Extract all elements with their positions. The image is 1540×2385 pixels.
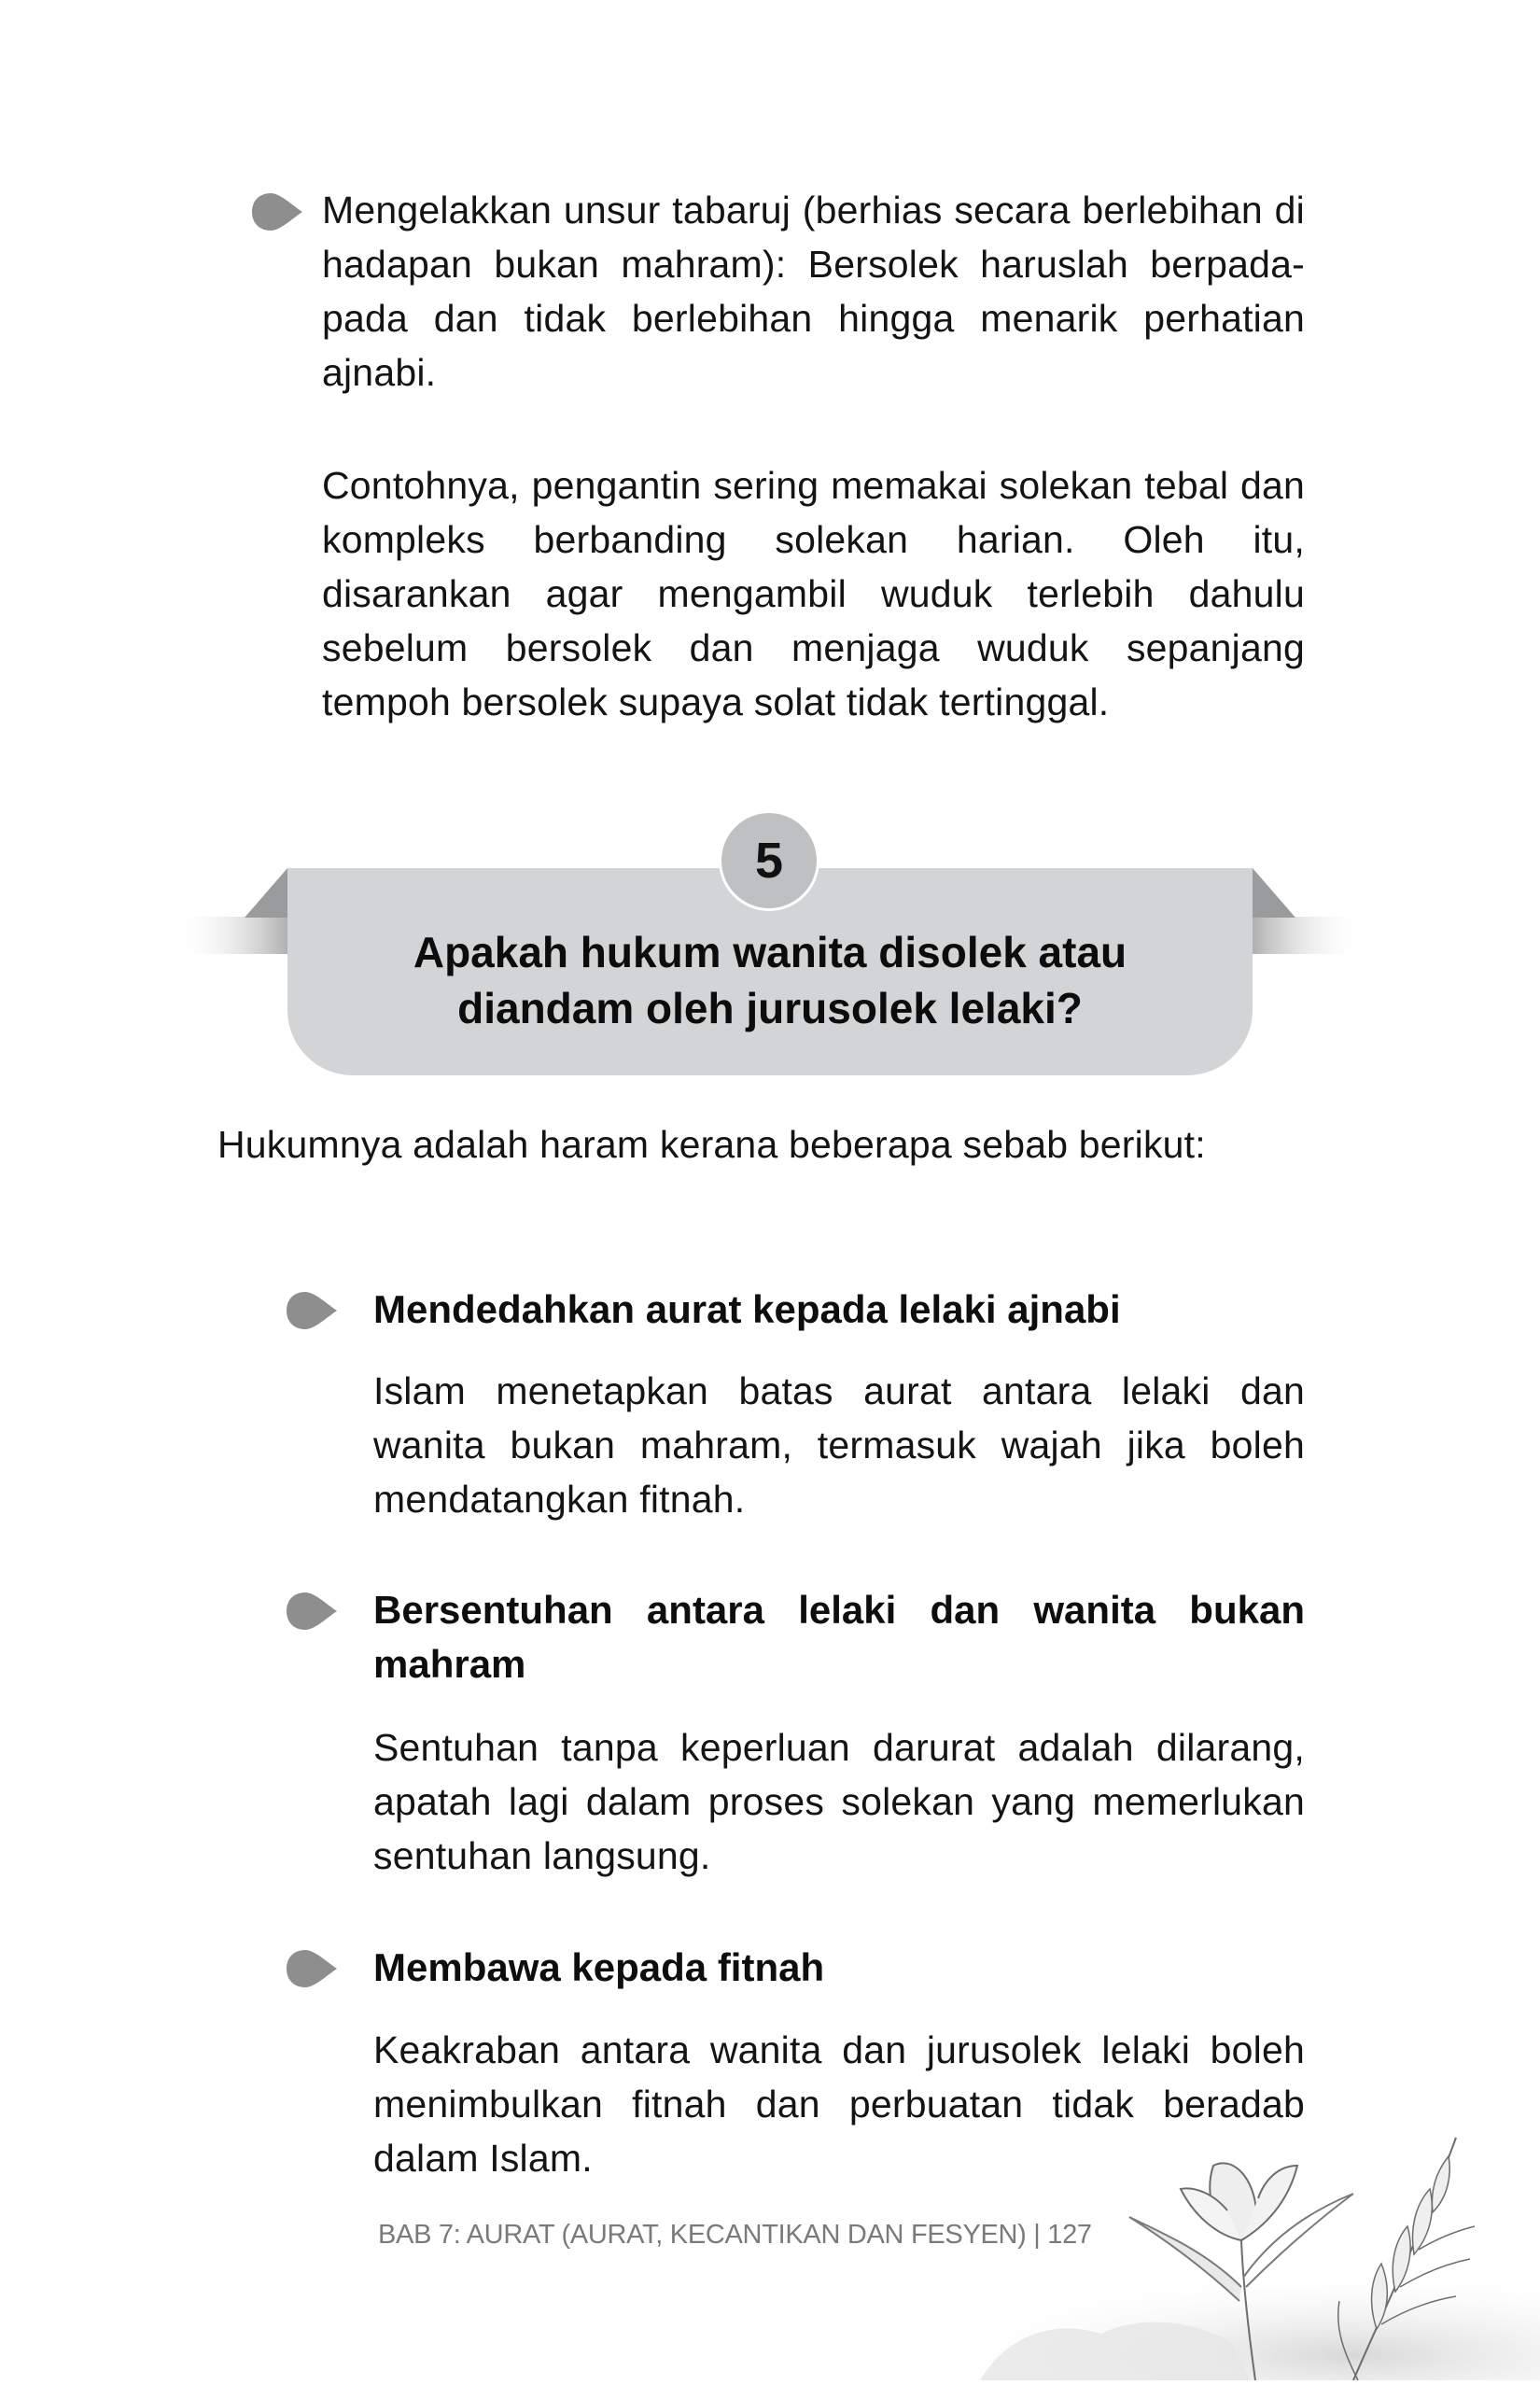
question-number-badge: 5 [719, 810, 819, 911]
reason-heading: Mendedahkan aurat kepada lelaki ajnabi [373, 1287, 1121, 1331]
question-banner [168, 803, 1372, 1083]
reason-body: Islam menetapkan batas aurat antara lelaki dan wanita bukan mahram, termasuk wajah jika boleh mendatangkan fitnah. [373, 1369, 1305, 1521]
question-title-line-1: Apakah hukum wanita disolek atau [413, 928, 1127, 976]
question-title [287, 924, 1253, 1036]
question-title-line-2: diandam oleh jurusolek lelaki? [457, 984, 1083, 1032]
reason-body: Sentuhan tanpa keperluan darurat adalah dilarang, apatah lagi dalam proses solekan yang memerlukan sentuhan langsung. [373, 1726, 1305, 1877]
teardrop-bullet-icon [285, 1290, 339, 1331]
intro-example-paragraph: Contohnya, pengantin sering memakai solekan tebal dan kompleks berbanding solekan harian. Oleh itu, disarankan agar mengambil wuduk terlebih dahulu sebelum bersolek dan menjaga wuduk sepanjang tempoh bersolek supaya solat tidak tertinggal. [322, 464, 1305, 723]
reason-heading: Bersentuhan antara lelaki dan wanita bukan mahram [373, 1588, 1305, 1686]
answer-intro: Hukumnya adalah haram kerana beberapa sebab berikut: [217, 1123, 1206, 1166]
page-footer: BAB 7: AURAT (AURAT, KECANTIKAN DAN FESYEN) | 127 [378, 2220, 1092, 2250]
reason-body: Keakraban antara wanita dan jurusolek lelaki boleh menimbulkan fitnah dan perbuatan tidak beradab dalam Islam. [373, 2028, 1305, 2180]
teardrop-bullet-icon [250, 191, 304, 232]
teardrop-bullet-icon [285, 1591, 339, 1632]
reason-heading: Membawa kepada fitnah [373, 1945, 825, 1989]
teardrop-bullet-icon [285, 1948, 339, 1989]
intro-bullet-text: Mengelakkan unsur tabaruj (berhias secara berlebihan di hadapan bukan mahram): Bersolek haruslah berpada-pada dan tidak berlebihan hingga menarik perhatian ajnabi. [322, 189, 1305, 394]
